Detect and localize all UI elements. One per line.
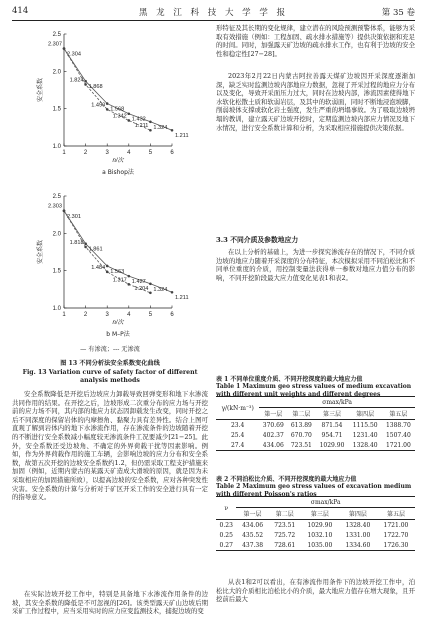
table2-cell: 1334.60 [339,540,377,551]
y-tick-label: 2.0 [52,231,61,238]
table1 [216,396,415,451]
data-point [128,112,131,115]
x-tick-label: 3 [105,312,109,318]
data-label: 1.211 [134,123,149,130]
table2-cell: 1029.90 [301,520,339,531]
table1-cell: 370.69 [259,420,287,431]
chart-a [12,24,208,184]
data-point [84,242,87,245]
y-tick-label: 2.5 [52,194,61,200]
table2-cell: 0.27 [216,540,236,551]
header-rule [12,20,415,21]
table2-cell: 435.52 [242,531,264,539]
table2-cell: 1721.00 [377,520,415,531]
y-axis-label: 安全系数 [37,239,44,265]
panel-label: a Bishop法 [102,169,134,176]
figure-caption-en: Fig. 13 Variation curve of safety factor of different analysis methods [22,369,198,384]
table2-caption-en: Table 2 Maximum geo stress values of excavation medium with different Poisson's ratios [216,483,412,498]
table1-cell: 434.06 [259,440,287,451]
x-tick-label: 6 [170,312,174,318]
x-tick-label: 1 [62,150,66,156]
table2-cell: 725.72 [274,531,296,539]
y-axis-label: 安全系数 [37,77,44,103]
table1-cell: 27.4 [216,440,259,451]
table1-cell: 25.4 [230,431,245,439]
x-tick-label: 6 [170,150,174,156]
right-paragraph-2: 2023年2月22日内蒙古阿拉善露天煤矿边坡因开采深度逐渐加深，缺乏实时监测边坡内部地应力数据，忽视了开采过程的地应力分布以及变化，导致开采面压力过大，同时在边坡内部，渗流因素使得地下水软化松散土质和软弱岩层，及其中的软弱面，同时不断地浸泡坡脚，削弱坡体支撑或软化岩土强度，发生严重的坍塌事故。为了吸取边坡坍塌的教训，建立露天矿边坡开挖时，定期监测边坡内部应力情况及地下水情况，进行安全系数计算和分析，为采取相应措施提供决策依据。 [216,72,415,132]
table2 [216,496,415,551]
data-point [171,291,174,294]
x-tick-label: 4 [127,150,131,156]
data-label: 2.304 [67,51,81,58]
table2-caption [216,476,415,498]
table1-cell: 1721.00 [382,440,415,451]
chart-b [12,186,208,346]
table-row [216,540,415,551]
right-paragraph-4: 从表1和2可以看出，在有渗流作用条件下的边坡开挖工作中，泊松比大的介质相比泊松比小的介质，最大地应力值存在增大现象，且开挖前后最大 [216,578,415,604]
table2-cell: 1328.40 [339,520,377,531]
panel-label: b M–P法 [106,331,130,338]
table1-caption-en: Table 1 Maximum geo stress values of medium excavation with different unit weights and different degrees [216,383,412,398]
table2-cell: 1726.30 [377,540,415,551]
x-tick-label: 4 [127,312,131,318]
table1-col-1: 第一层 [264,411,283,418]
table1-cell: 723.51 [287,440,315,451]
y-tick-label: 1.0 [52,306,61,312]
figure-caption-cn: 图 13 不同分析法安全系数变化曲线 [60,360,160,367]
y-tick-label: 1.5 [52,106,61,113]
data-label: 1.490 [91,102,106,109]
table2-caption-cn: 表 2 不同泊松比介质、不同开挖深度的最大地应力值 [216,476,357,483]
table2-cell: 1035.00 [301,540,339,551]
table2-cell: 1331.00 [345,531,371,539]
x-axis-label: n/次 [112,320,124,326]
data-point [149,129,152,132]
table1-cell: 613.89 [287,420,315,431]
table2-cell: 434.06 [236,520,268,531]
running-header [12,6,415,20]
page-number: 414 [12,6,29,16]
data-label: 1.317 [112,277,127,284]
table2-cell: 1032.10 [307,531,333,539]
data-label: 1.568 [110,106,125,113]
table2-col-2: 第二层 [275,511,294,518]
data-point [171,129,174,132]
table1-super-header: σmax/kPa [259,397,415,408]
x-tick-label: 5 [148,150,153,156]
table1-cell: 1507.40 [385,431,411,439]
data-label: 1.563 [110,268,125,275]
data-point [149,283,152,286]
data-point [106,265,109,268]
data-label: 1.868 [88,84,103,91]
data-point [84,246,87,249]
table2-cell: 723.51 [269,520,301,531]
left-paragraph-2: 在实际边坡开挖工作中，特别是具备地下水渗流作用条件的边坡，其安全系数的降低是不可忽视的[26]。该类型露天矿山边坡后期采矿工作过程中，应当采用实时的应力应变监测技术，捕捉边坡的变 [12,590,208,616]
table1-cell: 1231.40 [352,431,378,439]
table2-col-4: 第四层 [348,511,367,518]
data-label: 1.324 [153,124,168,131]
data-point [128,119,131,122]
table2-col-3: 第三层 [310,511,329,518]
right-column [216,24,415,634]
x-tick-label: 3 [105,150,109,156]
table1-col-4: 第四层 [356,411,375,418]
chart-b-svg [12,186,208,346]
data-label: 1.324 [153,286,168,293]
table2-cell: 0.25 [219,531,233,539]
right-paragraph-3: 在以上分析的基础上，为进一步探究渗流存在的情况下，不同介质边坡的地应力随着开采深度的分布特征，本次模拟采用不同泊松比和不同单位重度的介质，用控制变量法获得单一参数对地应力值分布的影响，不同开挖阶段最大应力值变化见表1和表2。 [216,248,415,282]
right-paragraph-1: 形特征及其长期的变化规律，建立潜在的风险预测预警体系，能够为采取有效措施（例如：工程加固、疏水排水措施等）提供决策依据和充足的时间。同时，加强露天矿边坡的疏水排水工作，也有利于边坡的安全性和稳定性[27−28]。 [216,24,415,58]
table1-cell: 23.4 [216,420,259,431]
table-row [216,530,415,540]
table2-cell: 0.23 [216,520,236,531]
data-point [149,121,152,124]
y-tick-label: 2.5 [52,32,61,38]
x-tick-label: 2 [83,150,88,156]
table1-cell: 402.37 [262,431,284,439]
data-label: 1.204 [134,285,149,292]
data-label: 1.824 [69,77,84,84]
table1-cell: 954.71 [321,431,343,439]
table1-cell: 1029.90 [315,440,348,451]
data-label: 1.484 [91,264,106,271]
data-label: 1.211 [175,295,189,302]
data-point [63,209,66,212]
data-label: 1.432 [131,116,146,123]
data-label: 2.301 [67,213,81,220]
x-tick-label: 1 [62,312,66,318]
left-column [12,24,208,634]
data-point [128,275,131,278]
table2-cell: 1722.70 [383,531,409,539]
table1-col-2: 第二层 [292,411,311,418]
data-label: 1.211 [175,133,189,140]
y-tick-label: 1.5 [52,268,61,275]
table1-row-header: γ/(kN·m⁻³) [216,397,259,420]
table2-cell: 728.61 [269,540,301,551]
data-label: 1.427 [131,279,146,286]
table-row [216,430,415,440]
table1-caption [216,376,415,398]
table1-cell: 670.70 [290,431,312,439]
table1-cell: 1328.40 [349,440,382,451]
figure-legend: — 有渗流；--- 无渗流 [80,346,140,353]
table2-row-header: ν [216,497,236,520]
data-point [106,271,109,274]
x-axis-label: n/次 [112,158,124,164]
table2-col-1: 第一层 [243,511,262,518]
table1-cell: 871.54 [315,420,348,431]
data-point [128,283,131,286]
y-tick-label: 2.0 [52,69,61,76]
table-row [216,420,415,431]
section-heading: 3.3 不同介质及参数地应力 [216,236,299,244]
table1-col-5: 第五层 [389,411,408,418]
table-row [216,440,415,451]
table-row [216,520,415,531]
left-paragraph-1: 安全系数降低是开挖后边坡应力卸载导致回弹变形和地下水渗流共同作用的结果。在开挖之后，边坡形成二次重分布的应力场与开挖前的应力场不同，其内部的地应力状态因卸载发生改变，同时开挖之后不同深度的保留岩体的内摩擦角、黏聚力具有差异性。结合上图可直观了解到岩体内的地下水渗流作用，存在渗流条件的边坡随着开挖的不断进行安全系数减小幅度较无渗流条件工况要减少[21−25]。此外，安全系数还受边坡角、不确定的外界荷载干扰等因素影响。例如，作为外界荷载作用的施工车辆，会影响边坡的应力分布和安全系数，故第五次开挖的边坡安全系数约1.2，但仍需采取工程支护措施来加固（例如，近期内蒙古的某露天矿造成大滑坡的原因，就是因为未采取相应的加固措施所致），以提高边坡的安全系数，应对各种突发性灾害。安全系数的计算与分析对于矿区开采工作的安全进行具有一定的指导意义。 [12,390,208,502]
table1-cell: 1388.70 [382,420,415,431]
table1-caption-cn: 表 1 不同单位重度介质、不同开挖深度的最大地应力值 [216,376,363,383]
y-tick-label: 1.0 [52,144,61,150]
x-tick-label: 5 [148,312,153,318]
data-point [84,80,87,83]
data-point [63,47,66,50]
table1-col-3: 第三层 [322,411,341,418]
table2-cell: 437.38 [236,540,268,551]
data-point [149,291,152,294]
x-tick-label: 2 [83,312,88,318]
table2-col-5: 第五层 [386,511,405,518]
data-label: 2.307 [48,41,62,48]
table1-cell: 1115.50 [349,420,382,431]
volume-label: 第 35 卷 [381,8,415,18]
journal-title: 黑 龙 江 科 技 大 学 学 报 [138,8,289,18]
data-point [106,102,109,105]
data-label: 1.861 [88,246,103,253]
data-point [106,108,109,111]
data-label: 1.342 [112,113,127,120]
data-point [84,83,87,86]
data-label: 1.818 [69,239,84,246]
data-label: 2.303 [48,203,62,210]
table2-super-header: σmax/kPa [236,497,415,508]
chart-a-svg [12,24,208,184]
